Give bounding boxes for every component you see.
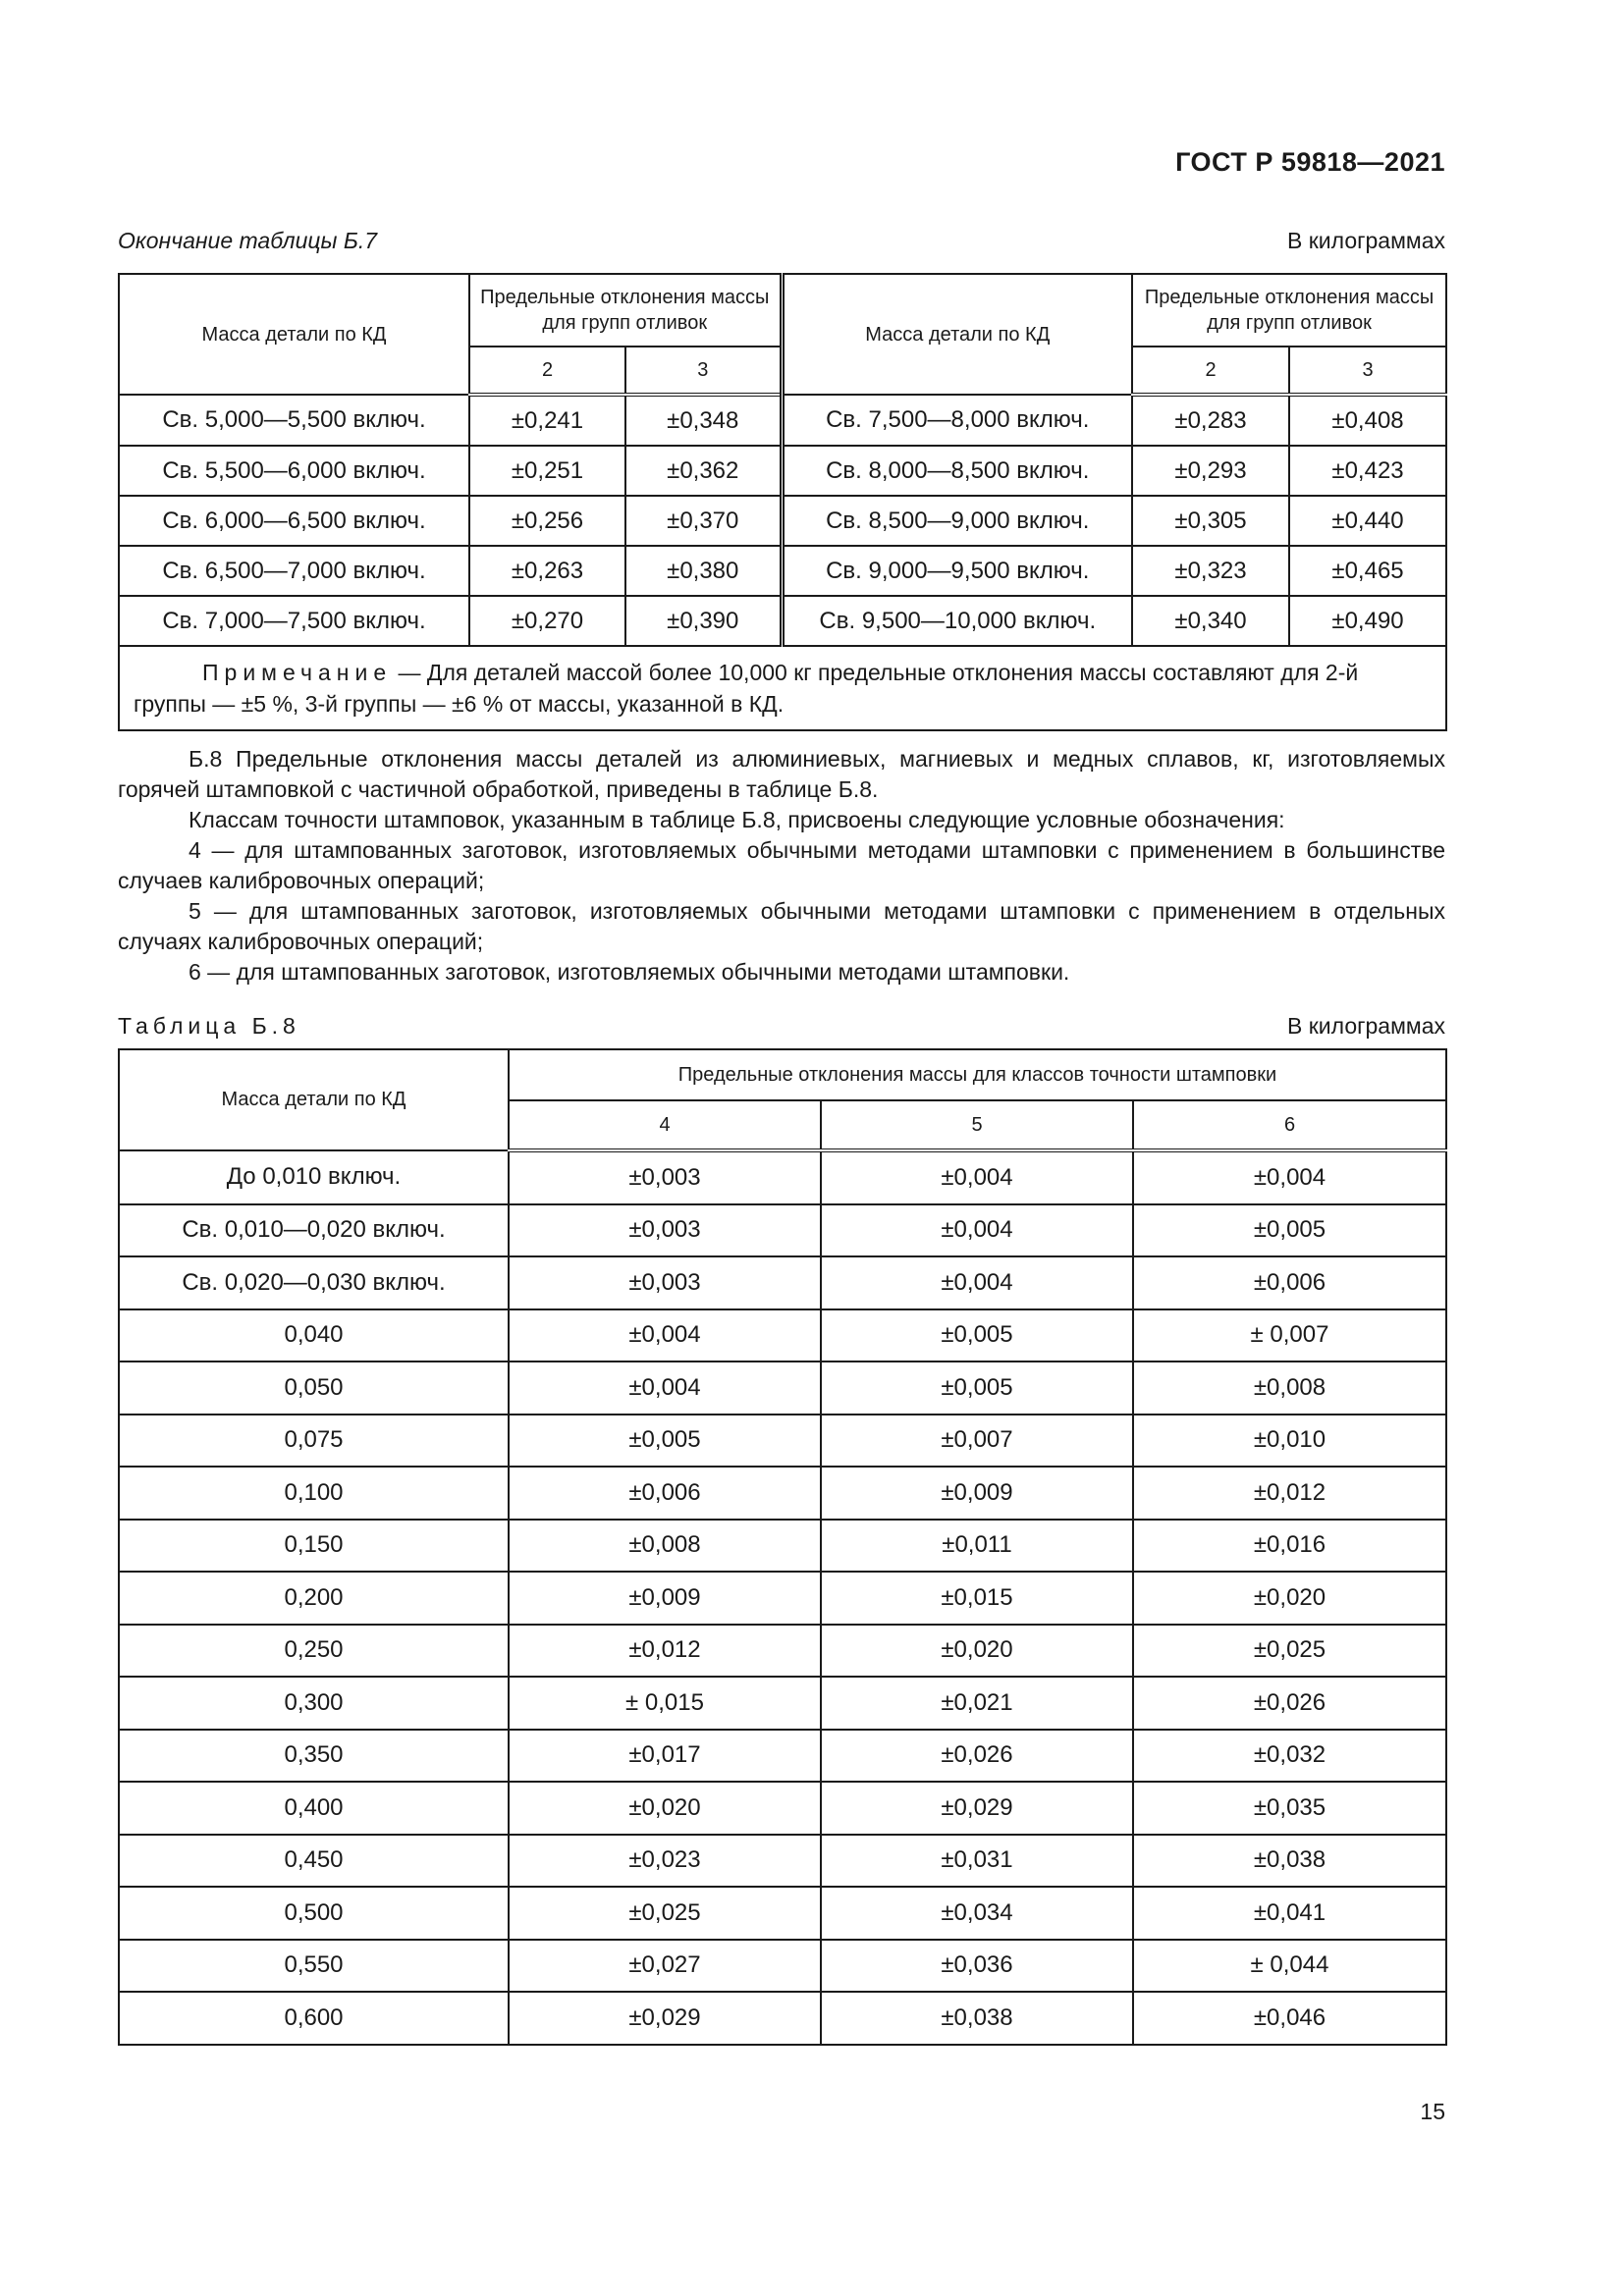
table-b7-header-group-3-left: 3: [625, 347, 782, 395]
table-row: [119, 496, 1446, 546]
table-b7-mass-cell: Св. 5,000—5,500 включ.: [119, 395, 469, 446]
table-b7-mass-cell: Св. 8,500—9,000 включ.: [782, 496, 1132, 546]
table-b7-mass-cell: Св. 9,500—10,000 включ.: [782, 596, 1132, 646]
table-b7-mass-cell: Св. 7,000—7,500 включ.: [119, 596, 469, 646]
table-b7-deviation-group-3-cell: ±0,408: [1289, 395, 1446, 446]
table-b7-deviation-group-3-cell: ±0,465: [1289, 546, 1446, 596]
table-b7-deviation-group-3-cell: ±0,440: [1289, 496, 1446, 546]
table-row: [119, 1992, 1446, 2045]
table-row: [119, 446, 1446, 496]
table-b8-deviation-class-6-cell: ±0,010: [1133, 1415, 1446, 1468]
table-b8-deviation-class-5-cell: ±0,020: [821, 1625, 1133, 1678]
table-b8-mass-cell: 0,075: [119, 1415, 509, 1468]
table-b7-mass-cell: Св. 5,500—6,000 включ.: [119, 446, 469, 496]
table-b7-header-mass-left: Масса детали по КД: [119, 274, 469, 395]
table-b8-mass-cell: 0,200: [119, 1572, 509, 1625]
table-b7-header-deviation-right: Предельные отклонения массы для групп отливок: [1132, 274, 1446, 347]
table-b8-deviation-class-4-cell: ±0,009: [509, 1572, 821, 1625]
table-b8-deviation-class-4-cell: ±0,003: [509, 1150, 821, 1204]
table-b8-deviation-class-6-cell: ±0,012: [1133, 1467, 1446, 1520]
table-b8-mass-cell: 0,450: [119, 1835, 509, 1888]
table-b8-header-mass: Масса детали по КД: [119, 1049, 509, 1150]
table-b7-deviation-group-3-cell: ±0,380: [625, 546, 782, 596]
table-b8-deviation-class-6-cell: ±0,006: [1133, 1256, 1446, 1309]
table-b8-deviation-class-4-cell: ±0,025: [509, 1887, 821, 1940]
table-b8-mass-cell: 0,150: [119, 1520, 509, 1573]
table-b8-deviation-class-4-cell: ± 0,015: [509, 1677, 821, 1730]
table-b7-note: [119, 646, 1446, 730]
table-b8-mass-cell: 0,500: [119, 1887, 509, 1940]
table-b8: [118, 1048, 1447, 2046]
table-row: [119, 1887, 1446, 1940]
table-b7-units: В килограммах: [1287, 228, 1445, 253]
table-b7-deviation-group-3-cell: ±0,348: [625, 395, 782, 446]
table-row: [119, 1362, 1446, 1415]
table-row: [119, 1940, 1446, 1993]
table-b8-deviation-class-6-cell: ±0,008: [1133, 1362, 1446, 1415]
table-b8-mass-cell: До 0,010 включ.: [119, 1150, 509, 1204]
table-b7-deviation-group-2-cell: ±0,241: [469, 395, 625, 446]
table-b8-deviation-class-4-cell: ±0,027: [509, 1940, 821, 1993]
table-b7-deviation-group-2-cell: ±0,305: [1132, 496, 1289, 546]
paragraph-class-5: 5 — для штампованных заготовок, изготовляемых обычными методами штамповки с применением в отдельных случаях калибровочных операций;: [118, 898, 1445, 954]
table-row: [119, 1150, 1446, 1204]
table-b8-deviation-class-5-cell: ±0,011: [821, 1520, 1133, 1573]
table-b8-deviation-class-6-cell: ±0,046: [1133, 1992, 1446, 2045]
table-b7-header-mass-right: Масса детали по КД: [782, 274, 1132, 395]
table-row: [119, 1677, 1446, 1730]
table-b8-deviation-class-6-cell: ±0,041: [1133, 1887, 1446, 1940]
table-b7-note-text: — Для деталей массой более 10,000 кг предельные отклонения массы составляют для 2-й группы — ±5 %, 3-й группы — ±6 % от массы, указанной в КД.: [134, 660, 1359, 717]
table-b8-deviation-class-4-cell: ±0,017: [509, 1730, 821, 1783]
table-b7-mass-cell: Св. 8,000—8,500 включ.: [782, 446, 1132, 496]
table-row: [119, 546, 1446, 596]
table-b7-header-group-2-right: 2: [1132, 347, 1289, 395]
paragraph-b8-intro: Б.8 Предельные отклонения массы деталей из алюминиевых, магниевых и медных сплавов, кг, изготовляемых горячей штамповкой с частичной обработкой, приведены в таблице Б.8.: [118, 746, 1445, 802]
table-b8-mass-cell: 0,100: [119, 1467, 509, 1520]
table-b8-mass-cell: 0,400: [119, 1782, 509, 1835]
table-b8-mass-cell: Св. 0,010—0,020 включ.: [119, 1204, 509, 1257]
table-b8-deviation-class-4-cell: ±0,003: [509, 1204, 821, 1257]
table-b8-deviation-class-4-cell: ±0,006: [509, 1467, 821, 1520]
table-b8-deviation-class-4-cell: ±0,029: [509, 1992, 821, 2045]
table-b7-deviation-group-3-cell: ±0,362: [625, 446, 782, 496]
table-b8-deviation-class-6-cell: ±0,025: [1133, 1625, 1446, 1678]
paragraph-class-4: 4 — для штампованных заготовок, изготовляемых обычными методами штамповки с применением в большинстве случаев калибровочных операций;: [118, 837, 1445, 893]
table-b8-deviation-class-5-cell: ±0,031: [821, 1835, 1133, 1888]
table-b8-deviation-class-5-cell: ±0,007: [821, 1415, 1133, 1468]
table-b7-mass-cell: Св. 7,500—8,000 включ.: [782, 395, 1132, 446]
table-b8-deviation-class-5-cell: ±0,026: [821, 1730, 1133, 1783]
table-b8-mass-cell: 0,300: [119, 1677, 509, 1730]
table-b8-deviation-class-5-cell: ±0,005: [821, 1362, 1133, 1415]
table-b8-deviation-class-5-cell: ±0,038: [821, 1992, 1133, 2045]
table-b7-header-group-2-left: 2: [469, 347, 625, 395]
table-b8-mass-cell: Св. 0,020—0,030 включ.: [119, 1256, 509, 1309]
table-b8-mass-cell: 0,050: [119, 1362, 509, 1415]
table-row: [119, 1204, 1446, 1257]
table-row: [119, 1520, 1446, 1573]
table-b7-deviation-group-3-cell: ±0,423: [1289, 446, 1446, 496]
table-b7: [118, 273, 1447, 731]
table-b8-caption-row: [118, 1013, 1445, 1040]
table-b7-deviation-group-2-cell: ±0,340: [1132, 596, 1289, 646]
document-code: ГОСТ Р 59818—2021: [1175, 147, 1445, 177]
table-b7-mass-cell: Св. 6,000—6,500 включ.: [119, 496, 469, 546]
table-row: [119, 1782, 1446, 1835]
table-b8-deviation-class-4-cell: ±0,004: [509, 1362, 821, 1415]
body-text: [118, 744, 1445, 988]
table-b7-deviation-group-2-cell: ±0,283: [1132, 395, 1289, 446]
table-row: [119, 1415, 1446, 1468]
table-b8-mass-cell: 0,040: [119, 1309, 509, 1362]
table-row: [119, 1309, 1446, 1362]
table-b7-caption: Окончание таблицы Б.7: [118, 228, 378, 253]
table-b8-deviation-class-4-cell: ±0,005: [509, 1415, 821, 1468]
table-b8-deviation-class-6-cell: ±0,038: [1133, 1835, 1446, 1888]
table-b7-deviation-group-3-cell: ±0,370: [625, 496, 782, 546]
table-b8-deviation-class-5-cell: ±0,004: [821, 1256, 1133, 1309]
paragraph-classes-intro: Классам точности штамповок, указанным в таблице Б.8, присвоены следующие условные обозначения:: [189, 807, 1285, 832]
table-b8-deviation-class-6-cell: ±0,020: [1133, 1572, 1446, 1625]
table-b7-mass-cell: Св. 6,500—7,000 включ.: [119, 546, 469, 596]
table-b7-deviation-group-3-cell: ±0,490: [1289, 596, 1446, 646]
table-b8-units: В килограммах: [1287, 1013, 1445, 1039]
table-b8-deviation-class-4-cell: ±0,023: [509, 1835, 821, 1888]
table-b7-note-label: Примечание: [202, 660, 393, 685]
table-b7-deviation-group-2-cell: ±0,256: [469, 496, 625, 546]
table-b8-mass-cell: 0,600: [119, 1992, 509, 2045]
table-b8-mass-cell: 0,350: [119, 1730, 509, 1783]
table-b8-deviation-class-5-cell: ±0,005: [821, 1309, 1133, 1362]
table-b8-deviation-class-4-cell: ±0,020: [509, 1782, 821, 1835]
table-b8-header-class-5: 5: [821, 1100, 1133, 1150]
table-row: [119, 1730, 1446, 1783]
table-b7-mass-cell: Св. 9,000—9,500 включ.: [782, 546, 1132, 596]
table-b7-deviation-group-2-cell: ±0,263: [469, 546, 625, 596]
table-b8-deviation-class-6-cell: ±0,004: [1133, 1150, 1446, 1204]
table-b8-deviation-class-6-cell: ±0,035: [1133, 1782, 1446, 1835]
table-b8-deviation-class-5-cell: ±0,009: [821, 1467, 1133, 1520]
table-row: [119, 596, 1446, 646]
table-b7-deviation-group-2-cell: ±0,293: [1132, 446, 1289, 496]
table-b8-mass-cell: 0,550: [119, 1940, 509, 1993]
table-b7-note-row: [119, 646, 1446, 730]
table-b8-deviation-class-5-cell: ±0,004: [821, 1204, 1133, 1257]
table-b8-deviation-class-6-cell: ±0,016: [1133, 1520, 1446, 1573]
table-b8-deviation-class-6-cell: ±0,032: [1133, 1730, 1446, 1783]
table-row: [119, 395, 1446, 446]
table-b8-deviation-class-5-cell: ±0,029: [821, 1782, 1133, 1835]
table-b7-header-group-3-right: 3: [1289, 347, 1446, 395]
table-row: [119, 1625, 1446, 1678]
table-b7-caption-row: [118, 228, 1445, 254]
table-b7-deviation-group-2-cell: ±0,323: [1132, 546, 1289, 596]
table-b8-deviation-class-6-cell: ± 0,044: [1133, 1940, 1446, 1993]
table-b8-deviation-class-4-cell: ±0,008: [509, 1520, 821, 1573]
table-b8-header-class-6: 6: [1133, 1100, 1446, 1150]
table-b8-caption: Таблица Б.8: [118, 1013, 300, 1039]
table-b7-deviation-group-2-cell: ±0,270: [469, 596, 625, 646]
table-b8-deviation-class-4-cell: ±0,012: [509, 1625, 821, 1678]
paragraph-class-6: 6 — для штампованных заготовок, изготовляемых обычными методами штамповки.: [189, 959, 1070, 985]
table-b8-deviation-class-5-cell: ±0,015: [821, 1572, 1133, 1625]
table-b8-deviation-class-5-cell: ±0,021: [821, 1677, 1133, 1730]
table-b7-header-deviation-left: Предельные отклонения массы для групп отливок: [469, 274, 782, 347]
table-b8-mass-cell: 0,250: [119, 1625, 509, 1678]
table-b8-deviation-class-6-cell: ±0,026: [1133, 1677, 1446, 1730]
table-b8-deviation-class-6-cell: ± 0,007: [1133, 1309, 1446, 1362]
table-b8-deviation-class-4-cell: ±0,004: [509, 1309, 821, 1362]
table-b8-deviation-class-5-cell: ±0,004: [821, 1150, 1133, 1204]
table-b8-deviation-class-5-cell: ±0,036: [821, 1940, 1133, 1993]
table-b7-deviation-group-3-cell: ±0,390: [625, 596, 782, 646]
table-row: [119, 1572, 1446, 1625]
table-b8-header-deviation: Предельные отклонения массы для классов точности штамповки: [509, 1049, 1446, 1100]
table-b7-deviation-group-2-cell: ±0,251: [469, 446, 625, 496]
table-b8-header-class-4: 4: [509, 1100, 821, 1150]
table-b8-deviation-class-6-cell: ±0,005: [1133, 1204, 1446, 1257]
table-row: [119, 1256, 1446, 1309]
table-b8-deviation-class-4-cell: ±0,003: [509, 1256, 821, 1309]
table-row: [119, 1467, 1446, 1520]
table-row: [119, 1835, 1446, 1888]
table-b8-deviation-class-5-cell: ±0,034: [821, 1887, 1133, 1940]
page-number: 15: [1420, 2099, 1445, 2124]
